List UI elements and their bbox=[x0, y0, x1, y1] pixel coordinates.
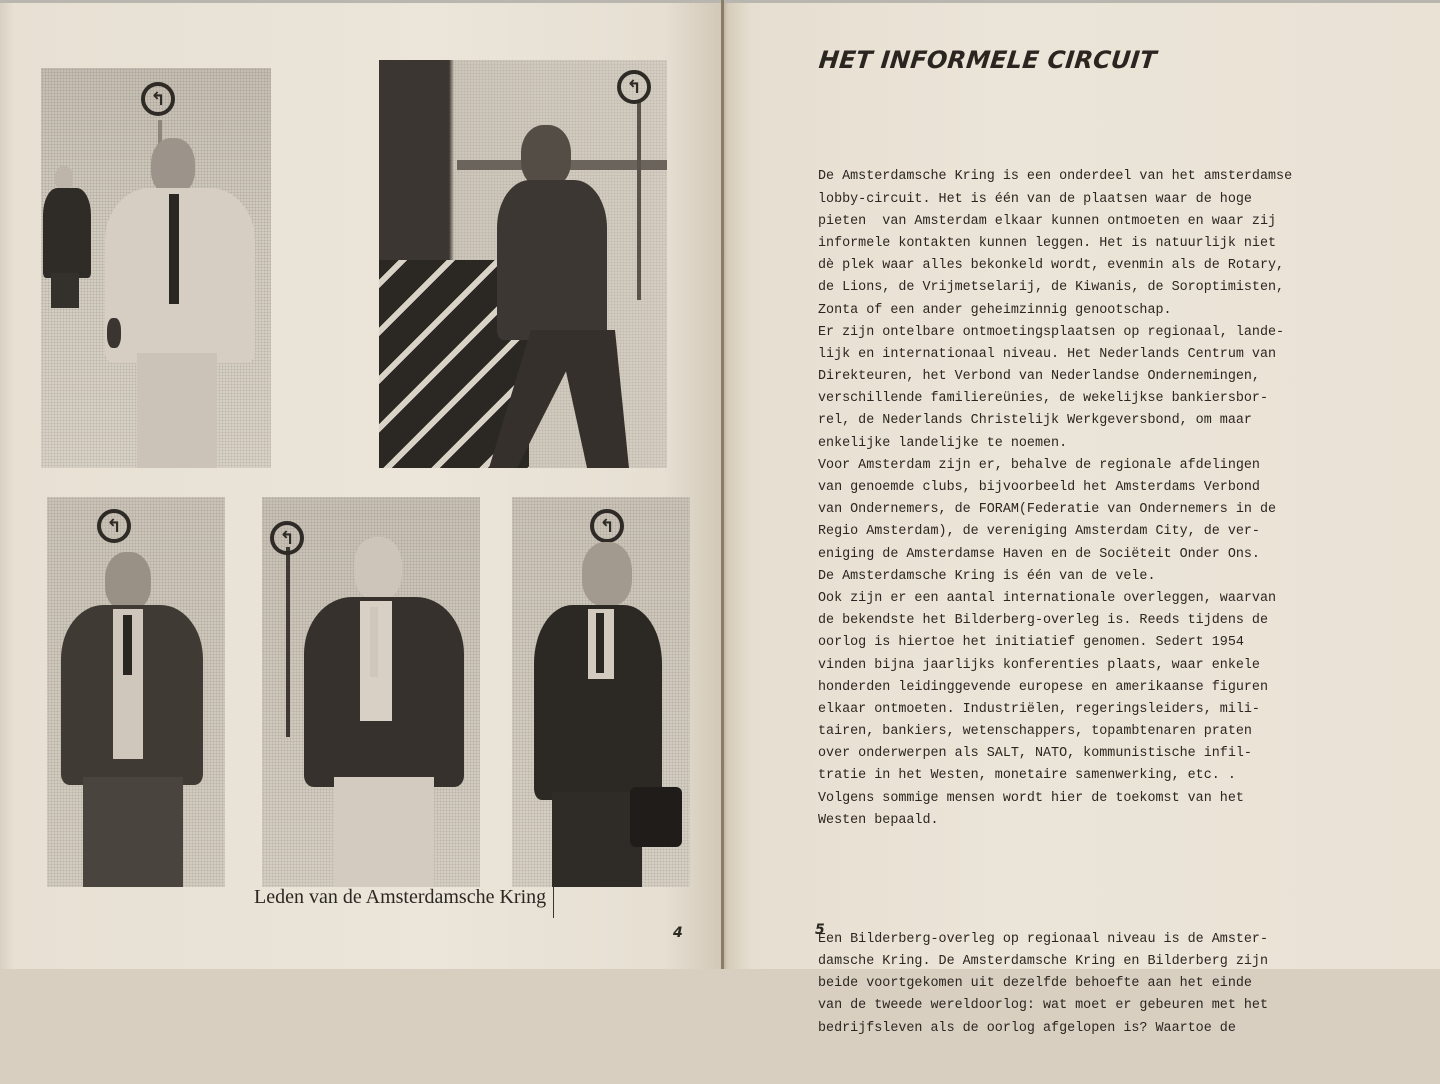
text-line: De Amsterdamsche Kring is één van de vele. bbox=[818, 568, 1156, 584]
text-line: de Lions, de Vrijmetselarij, de Kiwanis, de Soroptimisten, bbox=[818, 280, 1285, 296]
text-line: lobby-circuit. Het is één van de plaatsen waar de hoge bbox=[818, 191, 1252, 207]
text-line: Direkteuren, het Verbond van Nederlandse Ondernemingen, bbox=[818, 369, 1260, 385]
page-number-right: 5 bbox=[815, 922, 825, 938]
no-left-turn-sign-icon: ↰ bbox=[590, 509, 624, 543]
sign-pole bbox=[637, 100, 641, 300]
text-line: dè plek waar alles bekonkeld wordt, evenmin als de Rotary, bbox=[818, 258, 1285, 274]
briefcase bbox=[630, 787, 682, 847]
no-left-turn-sign-icon: ↰ bbox=[141, 82, 175, 116]
paragraph-gap bbox=[818, 876, 1358, 884]
text-line: damsche Kring. De Amsterdamsche Kring en Bilderberg zijn bbox=[818, 954, 1268, 970]
text-line: verschillende familiereünies, de wekelijkse bankiersbor- bbox=[818, 391, 1268, 407]
text-line: elkaar ontmoeten. Industriëlen, regeringsleiders, mili- bbox=[818, 701, 1260, 717]
text-line: bedrijfsleven als de oorlog afgelopen is? Waartoe de bbox=[818, 1020, 1236, 1036]
paragraph-2 bbox=[818, 929, 1358, 1040]
text-line: over onderwerpen als SALT, NATO, kommunistische infil- bbox=[818, 746, 1252, 762]
caption-divider bbox=[553, 886, 554, 918]
photo-man-bicycles bbox=[379, 60, 667, 468]
text-line: Er zijn ontelbare ontmoetingsplaatsen op regionaal, lande- bbox=[818, 324, 1285, 340]
page-number-left: 4 bbox=[673, 925, 683, 941]
paragraph-1 bbox=[818, 166, 1358, 832]
text-line: Regio Amsterdam), de vereniging Amsterdam City, de ver- bbox=[818, 524, 1260, 540]
photo-caption: Leden van de Amsterdamsche Kring bbox=[254, 886, 547, 908]
photo-man-light-suit bbox=[41, 68, 271, 468]
text-line: enkelijke landelijke te noemen. bbox=[818, 435, 1068, 451]
article-body bbox=[818, 122, 1358, 1084]
text-line: Voor Amsterdam zijn er, behalve de regionale afdelingen bbox=[818, 457, 1260, 473]
text-line: rel, de Nederlands Christelijk Werkgeversbond, om maar bbox=[818, 413, 1252, 429]
photo-man-dark-jacket-1 bbox=[47, 497, 225, 887]
text-line: informele kontakten kunnen leggen. Het is natuurlijk niet bbox=[818, 235, 1277, 251]
text-line: vinden bijna jaarlijks konferenties plaats, waar enkele bbox=[818, 657, 1260, 673]
text-line: honderden leidinggevende europese en amerikaanse figuren bbox=[818, 679, 1268, 695]
no-left-turn-sign-icon: ↰ bbox=[617, 70, 651, 104]
text-line: eniging de Amsterdamse Haven en de Sociëteit Onder Ons. bbox=[818, 546, 1260, 562]
text-line: Westen bepaald. bbox=[818, 812, 939, 828]
book-spine bbox=[721, 0, 724, 969]
text-line: van Ondernemers, de FORAM(Federatie van Ondernemers in de bbox=[818, 502, 1277, 518]
photo-man-dark-jacket-2 bbox=[262, 497, 480, 887]
text-line: De Amsterdamsche Kring is een onderdeel van het amsterdamse bbox=[818, 169, 1293, 185]
text-line: van genoemde clubs, bijvoorbeeld het Amsterdams Verbond bbox=[818, 480, 1260, 496]
text-line: van de tweede wereldoorlog: wat moet er gebeuren met het bbox=[818, 998, 1268, 1014]
photo-man-briefcase bbox=[512, 497, 690, 887]
text-line: pieten van Amsterdam elkaar kunnen ontmoeten en waar zij bbox=[818, 213, 1277, 229]
text-line: de bekendste het Bilderberg-overleg is. Reeds tijdens de bbox=[818, 613, 1268, 629]
no-left-turn-sign-icon: ↰ bbox=[270, 521, 304, 555]
text-line: Een Bilderberg-overleg op regionaal niveau is de Amster- bbox=[818, 931, 1268, 947]
text-line: Ook zijn er een aantal internationale overleggen, waarvan bbox=[818, 590, 1277, 606]
text-line: lijk en internationaal niveau. Het Nederlands Centrum van bbox=[818, 346, 1277, 362]
text-line: tratie in het Westen, monetaire samenwerking, etc. . bbox=[818, 768, 1236, 784]
text-line: Zonta of een ander geheimzinnig genootschap. bbox=[818, 302, 1172, 318]
text-line: oorlog is hiertoe het initiatief genomen. Sedert 1954 bbox=[818, 635, 1244, 651]
sign-pole bbox=[286, 547, 290, 737]
text-line: beide voortgekomen uit dezelfde behoefte aan het einde bbox=[818, 976, 1252, 992]
text-line: tairen, bankiers, wetenschappers, topambtenaren praten bbox=[818, 724, 1252, 740]
text-line: Volgens sommige mensen wordt hier de toekomst van het bbox=[818, 790, 1244, 806]
no-left-turn-sign-icon: ↰ bbox=[97, 509, 131, 543]
section-title: HET INFORMELE CIRCUIT bbox=[817, 46, 1158, 74]
